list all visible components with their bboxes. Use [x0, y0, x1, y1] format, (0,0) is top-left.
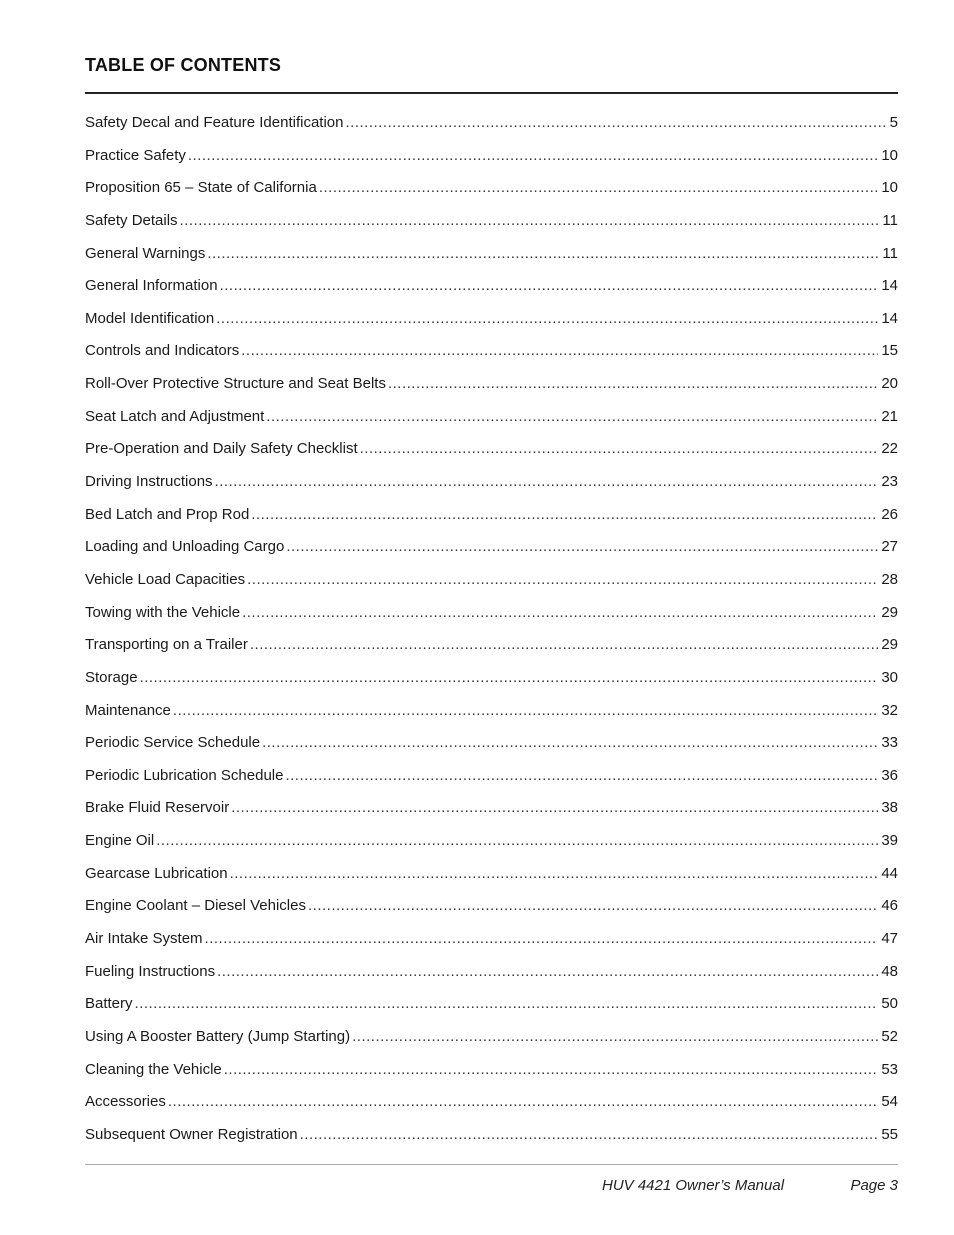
- toc-dot-leader: [217, 956, 878, 989]
- toc-dot-leader: [224, 1054, 879, 1087]
- toc-dot-leader: [285, 760, 878, 793]
- toc-entry-label: Using A Booster Battery (Jump Starting): [85, 1027, 351, 1045]
- toc-entry-page: 29: [881, 603, 898, 621]
- toc-entry-loading-cargo[interactable]: [85, 531, 898, 564]
- page-title: TABLE OF CONTENTS: [85, 55, 282, 75]
- toc-dot-leader: [250, 629, 878, 662]
- toc-entry-page: 38: [881, 799, 898, 817]
- toc-dot-leader: [286, 531, 878, 564]
- toc-dot-leader: [220, 270, 879, 303]
- toc-entry-page: 23: [881, 473, 898, 491]
- toc-entry-label: General Warnings: [85, 244, 206, 262]
- toc-entry-page: 55: [881, 1125, 898, 1143]
- toc-entry-label: Cleaning the Vehicle: [85, 1060, 222, 1078]
- toc-entry-page: 28: [881, 570, 898, 588]
- toc-dot-leader: [308, 890, 878, 923]
- toc-entry-page: 54: [881, 1093, 898, 1111]
- toc-entry-page: 36: [881, 766, 898, 784]
- toc-entry-safety-decal[interactable]: [85, 107, 898, 140]
- toc-entry-page: 44: [881, 864, 898, 882]
- toc-dot-leader: [168, 1086, 878, 1119]
- toc-entry-page: 20: [881, 375, 898, 393]
- toc-dot-leader: [230, 858, 879, 891]
- footer-manual-title: HUV 4421 Owner’s Manual: [602, 1177, 785, 1194]
- toc-entry-page: 33: [881, 734, 898, 752]
- toc-entry-label: Proposition 65 – State of California: [85, 179, 317, 197]
- toc-dot-leader: [262, 727, 878, 760]
- toc-entry-page: 47: [881, 930, 898, 948]
- toc-entry-cleaning[interactable]: [85, 1054, 898, 1087]
- toc-dot-leader: [207, 238, 879, 271]
- toc-entry-page: 22: [881, 440, 898, 458]
- toc-entry-page: 11: [882, 211, 898, 229]
- toc-entry-storage[interactable]: [85, 662, 898, 695]
- toc-entry-engine-coolant[interactable]: [85, 890, 898, 923]
- toc-entry-label: Engine Oil: [85, 832, 155, 850]
- title-divider: [85, 92, 898, 94]
- toc-dot-leader: [173, 695, 878, 728]
- toc-entry-page: 15: [881, 342, 898, 360]
- toc-entry-label: Towing with the Vehicle: [85, 603, 241, 621]
- toc-entry-label: Periodic Lubrication Schedule: [85, 766, 284, 784]
- toc-dot-leader: [241, 335, 878, 368]
- toc-dot-leader: [216, 303, 878, 336]
- toc-entry-general-warnings[interactable]: [85, 238, 898, 271]
- toc-entry-controls-indicators[interactable]: [85, 335, 898, 368]
- toc-entry-label: Transporting on a Trailer: [85, 636, 248, 654]
- toc-entry-label: Controls and Indicators: [85, 342, 240, 360]
- toc-dot-leader: [140, 662, 879, 695]
- toc-dot-leader: [319, 172, 879, 205]
- toc-entry-maintenance[interactable]: [85, 695, 898, 728]
- toc-entry-rops-seat-belts[interactable]: [85, 368, 898, 401]
- toc-entry-label: Loading and Unloading Cargo: [85, 538, 285, 556]
- toc-dot-leader: [242, 597, 878, 630]
- toc-entry-service-schedule[interactable]: [85, 727, 898, 760]
- toc-entry-page: 10: [881, 179, 898, 197]
- toc-entry-label: Periodic Service Schedule: [85, 734, 261, 752]
- toc-entry-seat-latch[interactable]: [85, 401, 898, 434]
- toc-dot-leader: [156, 825, 878, 858]
- toc-entry-label: Gearcase Lubrication: [85, 864, 228, 882]
- toc-entry-label: Pre-Operation and Daily Safety Checklist: [85, 440, 358, 458]
- toc-entry-label: Brake Fluid Reservoir: [85, 799, 230, 817]
- toc-entry-label: Roll-Over Protective Structure and Seat Belts: [85, 375, 386, 393]
- toc-entry-driving-instructions[interactable]: [85, 466, 898, 499]
- toc-dot-leader: [352, 1021, 878, 1054]
- toc-entry-towing[interactable]: [85, 597, 898, 630]
- toc-entry-label: Driving Instructions: [85, 473, 213, 491]
- toc-entry-engine-oil[interactable]: [85, 825, 898, 858]
- toc-dot-leader: [247, 564, 878, 597]
- toc-entry-lubrication-schedule[interactable]: [85, 760, 898, 793]
- toc-entry-label: Practice Safety: [85, 146, 186, 164]
- toc-dot-leader: [135, 988, 879, 1021]
- toc-entry-pre-operation-checklist[interactable]: [85, 433, 898, 466]
- footer-divider: [85, 1164, 898, 1165]
- toc-entry-fueling[interactable]: [85, 956, 898, 989]
- toc-entry-label: Fueling Instructions: [85, 962, 216, 980]
- toc-entry-page: 52: [881, 1027, 898, 1045]
- toc-dot-leader: [300, 1119, 879, 1152]
- footer-page-number: Page 3: [850, 1177, 898, 1194]
- toc-entry-page: 50: [881, 995, 898, 1013]
- toc-entry-page: 26: [881, 505, 898, 523]
- toc-entry-air-intake[interactable]: [85, 923, 898, 956]
- toc-entry-page: 5: [889, 114, 898, 131]
- toc-entry-label: Seat Latch and Adjustment: [85, 407, 265, 425]
- toc-entry-gearcase-lubrication[interactable]: [85, 858, 898, 891]
- toc-dot-leader: [188, 140, 878, 173]
- toc-entry-label: Engine Coolant – Diesel Vehicles: [85, 897, 306, 915]
- toc-entry-brake-fluid[interactable]: [85, 792, 898, 825]
- toc-entry-label: Subsequent Owner Registration: [85, 1125, 298, 1143]
- toc-entry-label: General Information: [85, 277, 218, 295]
- toc-entry-safety-details[interactable]: [85, 205, 898, 238]
- toc-entry-label: Bed Latch and Prop Rod: [85, 505, 250, 523]
- toc-entry-model-identification[interactable]: [85, 303, 898, 336]
- toc-entry-label: Storage: [85, 668, 138, 686]
- toc-dot-leader: [266, 401, 878, 434]
- toc-entry-label: Battery: [85, 995, 133, 1013]
- toc-entry-owner-registration[interactable]: [85, 1119, 898, 1152]
- toc-entry-general-information[interactable]: [85, 270, 898, 303]
- toc-entry-label: Accessories: [85, 1093, 166, 1111]
- toc-entry-battery[interactable]: [85, 988, 898, 1021]
- toc-entry-page: 32: [881, 701, 898, 719]
- toc-entry-page: 53: [881, 1060, 898, 1078]
- toc-entry-trailer-transport[interactable]: [85, 629, 898, 662]
- toc-entry-page: 10: [881, 146, 898, 164]
- toc-entry-label: Safety Details: [85, 211, 178, 229]
- toc-entry-page: 39: [881, 832, 898, 850]
- toc-dot-leader: [346, 107, 887, 140]
- toc-entry-page: 30: [881, 668, 898, 686]
- toc-entry-label: Maintenance: [85, 701, 171, 719]
- toc-entry-page: 27: [881, 538, 898, 556]
- toc-entry-label: Model Identification: [85, 309, 215, 327]
- toc-dot-leader: [180, 205, 880, 238]
- toc-dot-leader: [231, 792, 878, 825]
- toc-entry-page: 46: [881, 897, 898, 915]
- toc-entry-page: 14: [881, 309, 898, 327]
- toc-dot-leader: [215, 466, 879, 499]
- toc-entry-label: Safety Decal and Feature Identification: [85, 114, 344, 131]
- toc-dot-leader: [251, 499, 878, 532]
- toc-entry-page: 14: [881, 277, 898, 295]
- toc-dot-leader: [388, 368, 878, 401]
- toc-entry-page: 11: [882, 244, 898, 262]
- toc-entry-proposition-65[interactable]: [85, 172, 898, 205]
- toc-dot-leader: [205, 923, 879, 956]
- table-of-contents: [85, 107, 898, 1152]
- toc-entry-bed-latch[interactable]: [85, 499, 898, 532]
- toc-entry-load-capacities[interactable]: [85, 564, 898, 597]
- toc-entry-page: 29: [881, 636, 898, 654]
- toc-entry-booster-battery[interactable]: [85, 1021, 898, 1054]
- toc-entry-accessories[interactable]: [85, 1086, 898, 1119]
- toc-entry-label: Air Intake System: [85, 930, 203, 948]
- toc-dot-leader: [360, 433, 879, 466]
- toc-entry-label: Vehicle Load Capacities: [85, 570, 246, 588]
- toc-entry-page: 21: [881, 407, 898, 425]
- toc-entry-page: 48: [881, 962, 898, 980]
- toc-entry-practice-safety[interactable]: [85, 140, 898, 173]
